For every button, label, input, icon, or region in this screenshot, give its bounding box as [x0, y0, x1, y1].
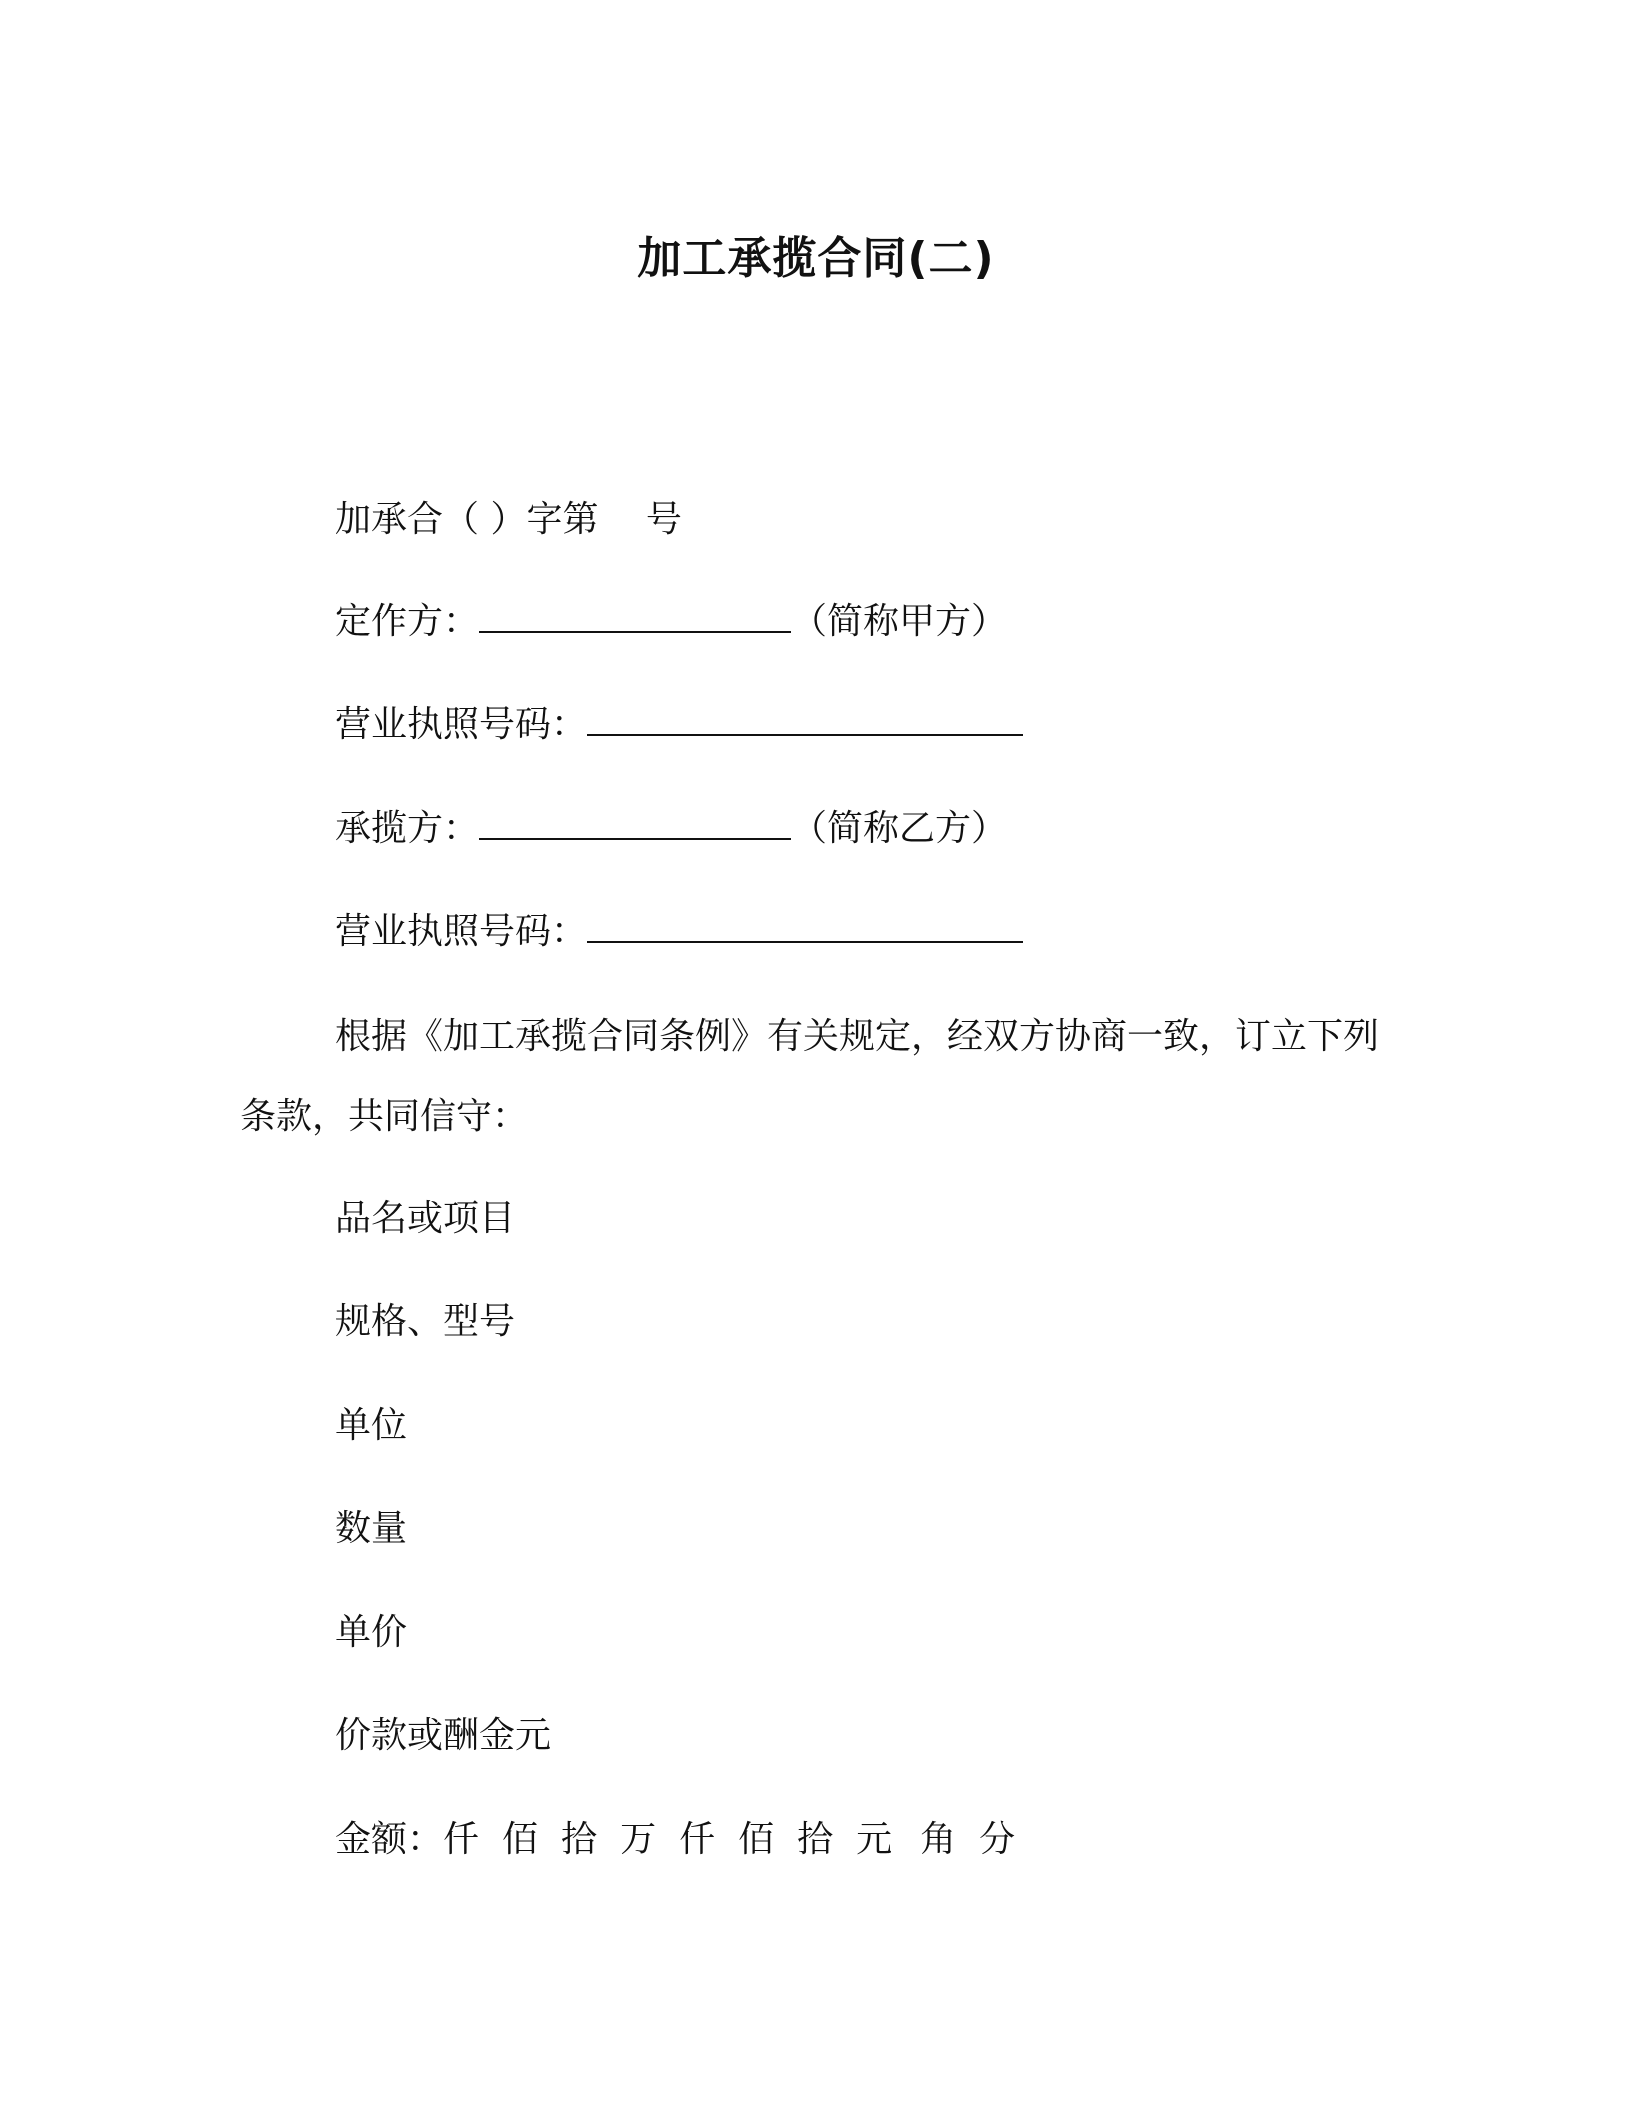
contractor-suffix: （简称乙方）: [791, 808, 1008, 849]
amount-unit: 元: [856, 1819, 893, 1860]
contractor-line: [335, 805, 1007, 853]
item-unit-price-line: 单价: [335, 1612, 408, 1653]
contract-number-line: 加承合（ ）字第 号: [335, 499, 682, 540]
amount-unit: 拾: [797, 1819, 834, 1860]
license2-label: 营业执照号码：: [335, 911, 588, 952]
orderer-blank[interactable]: [479, 601, 791, 633]
item-quantity-line: 数量: [335, 1508, 408, 1549]
item-price-line: 价款或酬金元: [335, 1715, 552, 1756]
amount-unit: 仟: [679, 1819, 716, 1860]
contractor-blank[interactable]: [479, 808, 791, 840]
license2-blank[interactable]: [587, 911, 1023, 943]
item-unit-line: 单位: [335, 1405, 408, 1446]
orderer-label: 定作方：: [335, 601, 480, 642]
amount-unit: 仟: [443, 1819, 480, 1860]
orderer-suffix: （简称甲方）: [791, 601, 1008, 642]
amount-line: [335, 1816, 1038, 1864]
license1-line: [335, 701, 1023, 749]
item-name-line: 品名或项目: [335, 1198, 516, 1239]
amount-unit: 万: [620, 1819, 657, 1860]
document-title: 加工承揽合同(二): [637, 233, 995, 284]
contractor-label: 承揽方：: [335, 808, 480, 849]
amount-label: 金额：: [335, 1819, 444, 1860]
amount-unit: 角: [920, 1819, 957, 1860]
license1-label: 营业执照号码：: [335, 704, 588, 745]
preamble-paragraph: 根据《加工承揽合同条例》有关规定，经双方协商一致，订立下列条款，共同信守：: [240, 1016, 1380, 1137]
amount-unit: 分: [979, 1819, 1016, 1860]
license1-blank[interactable]: [587, 704, 1023, 736]
license2-line: [335, 908, 1023, 956]
orderer-line: [335, 598, 1007, 646]
amount-unit: 佰: [502, 1819, 539, 1860]
amount-unit: 拾: [561, 1819, 598, 1860]
amount-unit: 佰: [738, 1819, 775, 1860]
item-spec-line: 规格、型号: [335, 1301, 516, 1342]
